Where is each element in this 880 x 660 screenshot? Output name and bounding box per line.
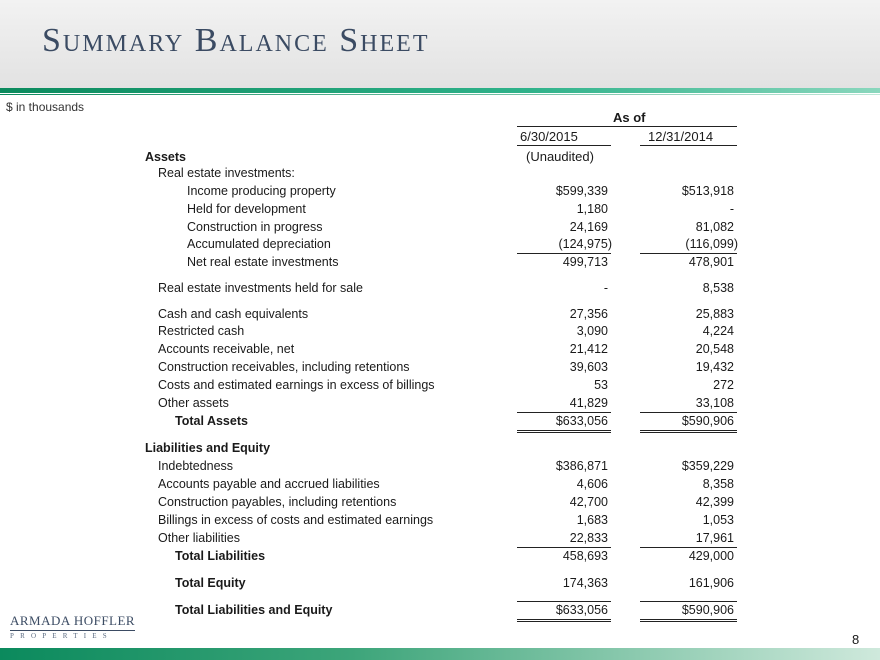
row-label: Total Liabilities [175,549,266,563]
table-row [0,378,880,396]
table-row [0,166,880,184]
unaudited-note: (Unaudited) [526,149,594,164]
row-label: Construction in progress [187,220,323,234]
table-row [0,396,880,414]
row-value-2015: 1,683 [576,513,608,527]
page-number: 8 [852,632,860,647]
table-row [0,459,880,477]
subtotal-underline-2015 [517,547,611,548]
table-row-total [0,576,880,594]
table-row [0,202,880,220]
row-value-2015: 3,090 [576,324,608,338]
table-row [0,477,880,495]
row-label: Restricted cash [158,324,245,338]
row-value-2014: 19,432 [695,360,734,374]
row-value-2014: $359,229 [681,459,734,473]
column-header-underline-2014 [640,145,737,146]
row-value-2015: (124,975) [558,237,612,251]
row-value-2015: - [603,281,608,295]
row-label: Held for development [187,202,306,216]
row-value-2014: 20,548 [695,342,734,356]
logo-name: ARMADA HOFFLER [10,613,135,631]
row-value-2015: $599,339 [555,184,608,198]
row-label: Other liabilities [158,531,240,545]
table-row [0,495,880,513]
header-accent-thin-rule [0,94,880,95]
table-row [0,441,880,459]
units-note: $ in thousands [6,100,85,114]
row-value-2014: 8,358 [702,477,734,491]
subtotal-underline-2014 [640,253,737,254]
table-row [0,324,880,342]
row-label: Assets [145,150,186,164]
subtotal-underline-2014 [640,412,737,413]
row-value-2015: $633,056 [555,414,608,428]
row-value-2015: 4,606 [576,477,608,491]
row-value-2014: 25,883 [695,307,734,321]
column-header-2014: 12/31/2014 [648,129,714,144]
row-value-2014: 1,053 [702,513,734,527]
table-row [0,513,880,531]
table-row [0,220,880,238]
subtotal-underline-2015 [517,412,611,413]
row-value-2015: $386,871 [555,459,608,473]
table-row [0,281,880,299]
row-value-2015: 499,713 [562,255,608,269]
row-label: Real estate investments: [158,166,295,180]
table-row [0,237,880,255]
subtotal-underline-2014 [640,601,737,602]
row-value-2015: 27,356 [569,307,608,321]
table-row [0,184,880,202]
table-row [0,360,880,378]
row-label: Other assets [158,396,229,410]
row-value-2015: 458,693 [562,549,608,563]
table-row [0,307,880,325]
row-label: Accumulated depreciation [187,237,331,251]
row-value-2015: $633,056 [555,603,608,617]
page-title: Summary Balance Sheet [42,22,430,59]
row-value-2015: 53 [594,378,608,392]
subtotal-underline-2015 [517,253,611,254]
total-double-underline-2014 [640,619,737,620]
table-row [0,342,880,360]
header-accent-rule [0,88,880,93]
row-value-2014: $590,906 [681,603,734,617]
row-value-2014: 17,961 [695,531,734,545]
total-double-underline-2015-b [517,432,611,433]
row-label: Accounts payable and accrued liabilities [158,477,380,491]
row-label: Income producing property [187,184,336,198]
row-value-2014: 429,000 [688,549,734,563]
row-value-2014: 272 [713,378,734,392]
row-label: Indebtedness [158,459,234,473]
row-value-2015: 42,700 [569,495,608,509]
table-row [0,531,880,549]
row-value-2015: 24,169 [569,220,608,234]
row-value-2015: 22,833 [569,531,608,545]
row-label: Billings in excess of costs and estimated earnings [158,513,434,527]
row-value-2014: 8,538 [702,281,734,295]
row-label: Total Equity [175,576,246,590]
table-row-total [0,414,880,432]
row-value-2015: 39,603 [569,360,608,374]
row-label: Real estate investments held for sale [158,281,363,295]
row-value-2015: 41,829 [569,396,608,410]
row-value-2014: $513,918 [681,184,734,198]
total-double-underline-2014-b [640,621,737,622]
row-value-2014: 161,906 [688,576,734,590]
row-value-2015: 1,180 [576,202,608,216]
row-label: Liabilities and Equity [145,441,271,455]
row-value-2015: 21,412 [569,342,608,356]
total-double-underline-2014 [640,430,737,431]
row-value-2015: 174,363 [562,576,608,590]
total-double-underline-2015 [517,619,611,620]
row-label: Total Assets [175,414,248,428]
subtotal-underline-2015 [517,601,611,602]
as-of-underline [517,126,737,127]
row-label: Cash and cash equivalents [158,307,309,321]
row-label: Accounts receivable, net [158,342,295,356]
row-value-2014: - [729,202,734,216]
row-value-2014: 478,901 [688,255,734,269]
row-value-2014: 4,224 [702,324,734,338]
row-value-2014: 33,108 [695,396,734,410]
row-label: Construction receivables, including retentions [158,360,410,374]
column-header-underline-2015 [517,145,611,146]
subtotal-underline-2014 [640,547,737,548]
footer-band [0,648,880,660]
logo-subtitle: PROPERTIES [10,632,113,640]
as-of-header: As of [613,110,646,125]
row-label: Total Liabilities and Equity [175,603,333,617]
total-double-underline-2015-b [517,621,611,622]
row-value-2014: 42,399 [695,495,734,509]
row-label: Construction payables, including retentions [158,495,397,509]
column-header-2015: 6/30/2015 [520,129,578,144]
total-double-underline-2014-b [640,432,737,433]
row-value-2014: (116,099) [685,237,738,251]
company-logo [8,613,136,643]
table-row-total [0,549,880,567]
total-double-underline-2015 [517,430,611,431]
row-value-2014: 81,082 [695,220,734,234]
row-value-2014: $590,906 [681,414,734,428]
row-label: Net real estate investments [187,255,339,269]
table-row [0,255,880,273]
row-label: Costs and estimated earnings in excess of billings [158,378,435,392]
